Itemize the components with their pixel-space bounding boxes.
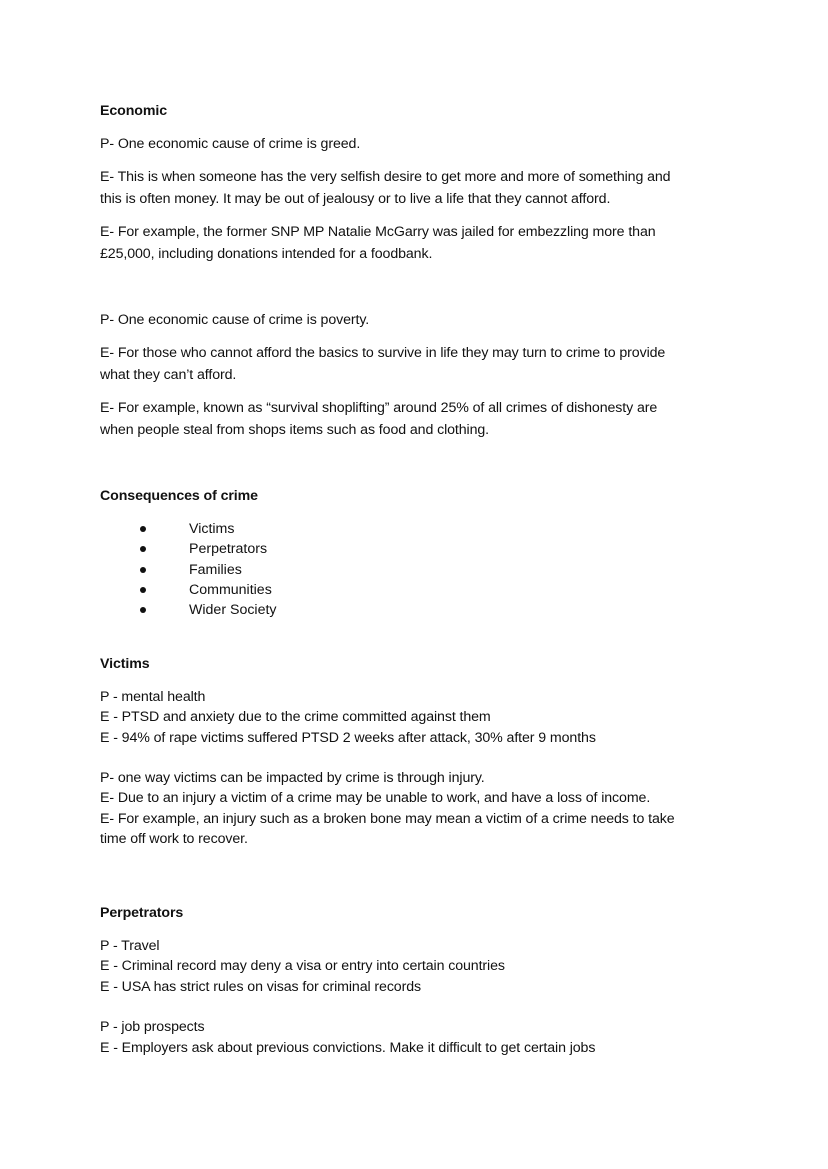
- perpetrators-point-travel: P - Travel: [100, 938, 160, 954]
- perpetrators-explain-travel: E - Criminal record may deny a visa or entry into certain countries: [100, 958, 505, 974]
- list-item-wider-society: Wider Society: [189, 602, 277, 618]
- list-item-victims: Victims: [189, 521, 235, 537]
- perpetrators-explain-jobs: E - Employers ask about previous convictions. Make it difficult to get certain jobs: [100, 1040, 596, 1056]
- economic-point-poverty: P- One economic cause of crime is poverty.: [100, 312, 370, 328]
- economic-example-greed-1: E- For example, the former SNP MP Natalie McGarry was jailed for embezzling more than: [100, 224, 656, 240]
- list-item-communities: Communities: [189, 582, 272, 598]
- economic-example-poverty-1: E- For example, known as “survival shoplifting” around 25% of all crimes of dishonesty are: [100, 400, 658, 416]
- victims-example-injury-2: time off work to recover.: [100, 831, 248, 847]
- heading-economic: Economic: [100, 103, 167, 119]
- bullet-icon: [140, 607, 146, 613]
- victims-example-ptsd: E - 94% of rape victims suffered PTSD 2 weeks after attack, 30% after 9 months: [100, 730, 596, 746]
- economic-example-poverty-2: when people steal from shops items such as food and clothing.: [100, 422, 490, 438]
- victims-explain-injury: E- Due to an injury a victim of a crime may be unable to work, and have a loss of income.: [100, 790, 651, 806]
- victims-example-injury-1: E- For example, an injury such as a broken bone may mean a victim of a crime needs to take: [100, 811, 675, 827]
- heading-victims: Victims: [100, 656, 150, 672]
- bullet-icon: [140, 526, 146, 532]
- list-item-perpetrators: Perpetrators: [189, 541, 268, 557]
- economic-explain-greed-1: E- This is when someone has the very selfish desire to get more and more of something and: [100, 169, 671, 185]
- bullet-icon: [140, 546, 146, 552]
- heading-perpetrators: Perpetrators: [100, 905, 184, 921]
- victims-point-mental-health: P - mental health: [100, 689, 206, 705]
- bullet-icon: [140, 567, 146, 573]
- perpetrators-point-jobs: P - job prospects: [100, 1019, 205, 1035]
- economic-explain-poverty-2: what they can’t afford.: [100, 367, 237, 383]
- economic-example-greed-2: £25,000, including donations intended for a foodbank.: [100, 246, 433, 262]
- bullet-icon: [140, 587, 146, 593]
- economic-point-greed: P- One economic cause of crime is greed.: [100, 136, 361, 152]
- victims-explain-ptsd: E - PTSD and anxiety due to the crime committed against them: [100, 709, 491, 725]
- economic-explain-poverty-1: E- For those who cannot afford the basics to survive in life they may turn to crime to provide: [100, 345, 666, 361]
- heading-consequences: Consequences of crime: [100, 488, 258, 504]
- perpetrators-example-travel: E - USA has strict rules on visas for criminal records: [100, 979, 422, 995]
- economic-explain-greed-2: this is often money. It may be out of jealousy or to live a life that they cannot afford.: [100, 191, 611, 207]
- list-item-families: Families: [189, 562, 242, 578]
- victims-point-injury: P- one way victims can be impacted by crime is through injury.: [100, 770, 485, 786]
